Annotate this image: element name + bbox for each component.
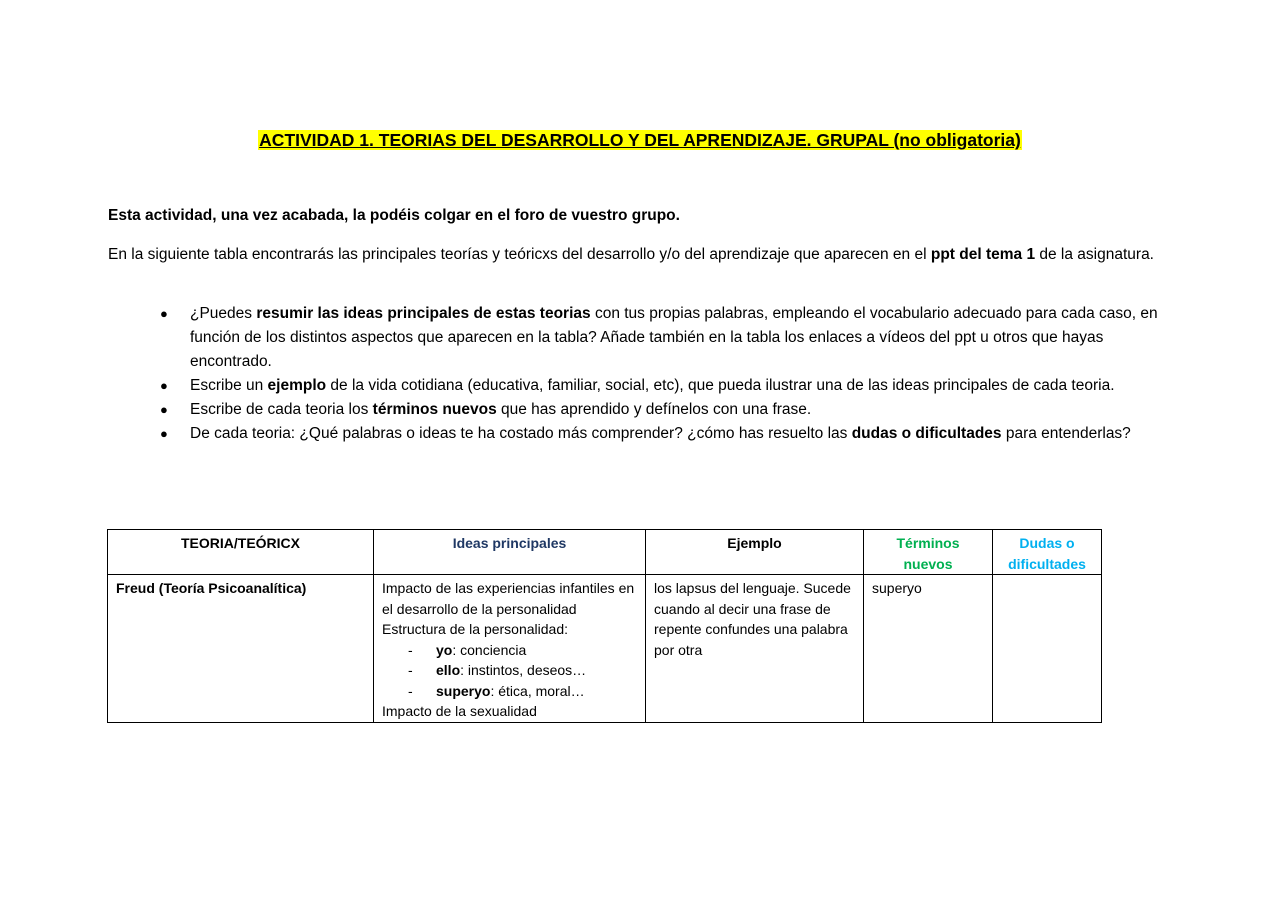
list-item-term: superyo bbox=[436, 682, 491, 699]
task-text-bold: resumir las ideas principales de estas teorias bbox=[256, 305, 591, 322]
cell-ideas bbox=[374, 575, 646, 723]
task-text-before: Escribe un bbox=[190, 377, 268, 394]
cell-example: los lapsus del lenguaje. Sucede cuando al decir una frase de repente confundes una palabra por otra bbox=[646, 575, 864, 723]
task-text-bold: dudas o dificultades bbox=[851, 425, 1002, 442]
bullet-icon: ● bbox=[160, 402, 168, 417]
header-theory: TEORIA/TEÓRICX bbox=[108, 530, 374, 575]
dash-marker: - bbox=[408, 641, 413, 658]
header-ideas: Ideas principales bbox=[374, 530, 646, 575]
task-text-after: con tus propias palabras, empleando el vocabulario adecuado para cada caso, en función de los distintos aspectos que aparecen en la tabla? Añade también en la tabla los enlaces a vídeos del ppt u otros que hayas encontrado. bbox=[190, 305, 1158, 370]
dash-marker: - bbox=[408, 662, 413, 678]
table-row bbox=[108, 575, 1102, 723]
list-item bbox=[382, 681, 637, 702]
activity-title-text: ACTIVIDAD 1. TEORIAS DEL DESARROLLO Y DEL APRENDIZAJE. GRUPAL (no obligatoria) bbox=[259, 130, 1021, 150]
task-list bbox=[160, 302, 1180, 446]
personality-structure-list bbox=[382, 640, 637, 702]
intro-paragraph bbox=[108, 243, 1168, 267]
bullet-icon: ● bbox=[160, 306, 168, 321]
task-text-before: De cada teoria: ¿Qué palabras o ideas te ha costado más comprender? ¿cómo has resuelto las bbox=[190, 425, 852, 442]
list-item-term: yo bbox=[436, 641, 453, 658]
theory-name: Freud (Teoría Psicoanalítica) bbox=[116, 580, 307, 596]
ideas-line: Impacto de la sexualidad bbox=[382, 703, 537, 719]
task-item bbox=[160, 374, 1180, 398]
dash-marker: - bbox=[408, 682, 413, 699]
activity-title bbox=[0, 130, 1280, 151]
task-text-after: de la vida cotidiana (educativa, familiar, social, etc), que pueda ilustrar una de las ideas principales de cada teoria. bbox=[326, 377, 1115, 394]
task-text-after: para entenderlas? bbox=[1001, 425, 1131, 442]
list-item-term: ello bbox=[436, 662, 461, 678]
table-header-row bbox=[108, 530, 1102, 575]
ideas-line: Impacto de las experiencias infantiles en el desarrollo de la personalidad bbox=[382, 580, 635, 617]
intro-paragraph-before: En la siguiente tabla encontrarás las principales teorías y teóricxs del desarrollo y/o del aprendizaje que aparecen en el bbox=[108, 246, 931, 263]
task-item bbox=[160, 302, 1180, 374]
task-text-before: ¿Puedes bbox=[190, 305, 257, 322]
list-item-desc: : conciencia bbox=[452, 641, 527, 658]
bullet-icon: ● bbox=[160, 426, 168, 441]
theories-table bbox=[107, 529, 1102, 723]
header-example: Ejemplo bbox=[646, 530, 864, 575]
cell-doubts bbox=[993, 575, 1102, 723]
ideas-line: Estructura de la personalidad: bbox=[382, 621, 568, 637]
intro-bold-text: Esta actividad, una vez acabada, la podéis colgar en el foro de vuestro grupo. bbox=[108, 207, 680, 224]
task-text-bold: ejemplo bbox=[267, 377, 327, 394]
list-item-desc: : ética, moral… bbox=[490, 682, 585, 699]
header-terms: Términos nuevos bbox=[864, 530, 993, 575]
cell-terms: superyo bbox=[864, 575, 993, 723]
bullet-icon: ● bbox=[160, 378, 168, 393]
list-item-desc: : instintos, deseos… bbox=[460, 662, 587, 678]
list-item bbox=[382, 660, 637, 681]
list-item bbox=[382, 640, 637, 661]
task-text-before: Escribe de cada teoria los bbox=[190, 401, 373, 418]
intro-paragraph-bold: ppt del tema 1 bbox=[930, 246, 1036, 263]
header-doubts: Dudas o dificultades bbox=[993, 530, 1102, 575]
task-item bbox=[160, 422, 1180, 446]
cell-theory bbox=[108, 575, 374, 723]
intro-paragraph-after: de la asignatura. bbox=[1035, 246, 1154, 263]
task-item bbox=[160, 398, 1180, 422]
task-text-after: que has aprendido y defínelos con una frase. bbox=[496, 401, 812, 418]
task-text-bold: términos nuevos bbox=[372, 401, 497, 418]
